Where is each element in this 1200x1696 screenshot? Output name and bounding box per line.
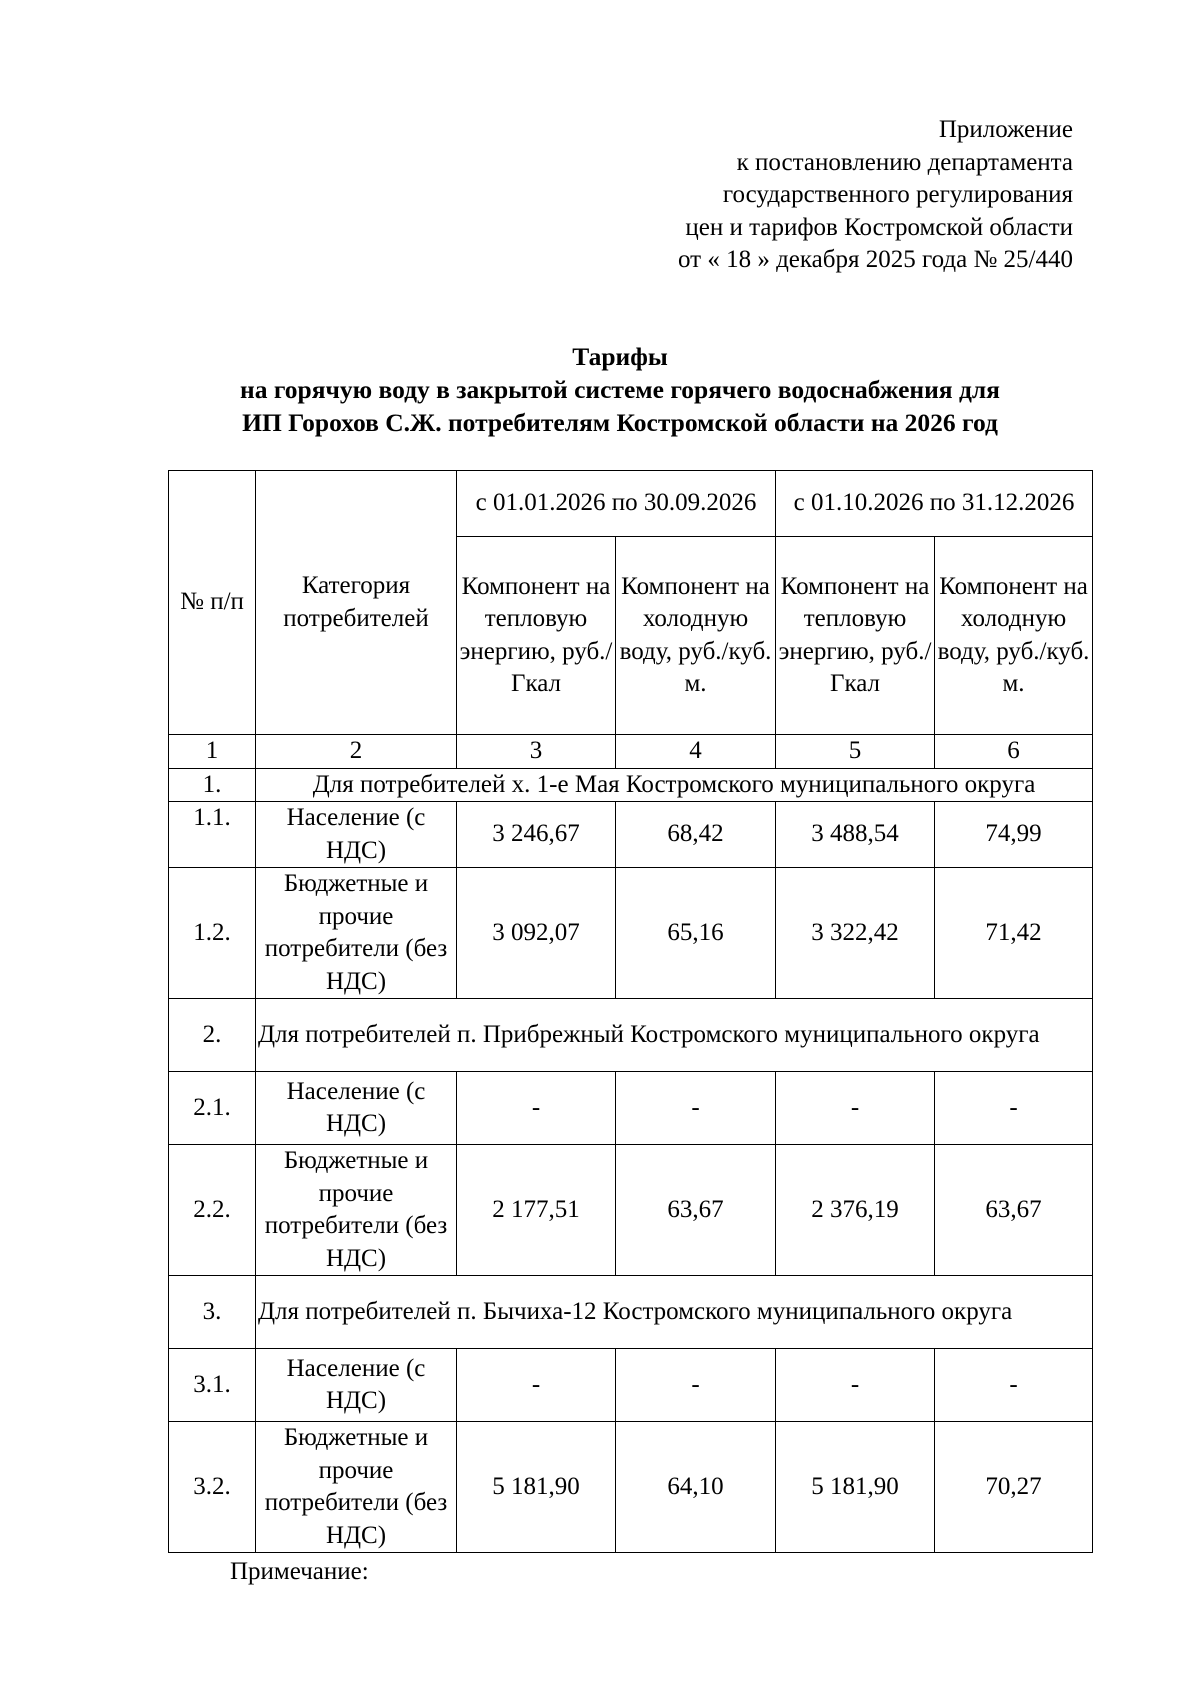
table-row (169, 1422, 1093, 1553)
table-row (169, 802, 1093, 868)
row-category: Бюджетные и прочие потребители (без НДС) (256, 1145, 457, 1276)
header-heat-component: Компонент на тепловую энергию, руб./Гкал (776, 537, 935, 735)
row-category: Население (с НДС) (256, 1072, 457, 1145)
row-category: Бюджетные и прочие потребители (без НДС) (256, 868, 457, 999)
header-period-1: с 01.01.2026 по 30.09.2026 (457, 471, 776, 537)
heat-value-period-1: 2 177,51 (457, 1145, 616, 1276)
cold-value-period-2: 70,27 (935, 1422, 1093, 1553)
header-period-2: с 01.10.2026 по 31.12.2026 (776, 471, 1093, 537)
heat-value-period-2: - (776, 1072, 935, 1145)
table-row (169, 1349, 1093, 1422)
group-num: 3. (169, 1276, 256, 1349)
heat-value-period-1: - (457, 1349, 616, 1422)
row-category: Бюджетные и прочие потребители (без НДС) (256, 1422, 457, 1553)
note-label: Примечание: (230, 1558, 369, 1585)
column-number-row (169, 735, 1093, 769)
header-category: Категория потребителей (256, 471, 457, 735)
group-row (169, 768, 1093, 802)
column-number: 3 (457, 735, 616, 769)
heat-value-period-1: 3 246,67 (457, 802, 616, 868)
cold-value-period-1: 64,10 (616, 1422, 776, 1553)
cold-value-period-1: - (616, 1072, 776, 1145)
title-line: Тарифы (572, 342, 668, 371)
row-num: 3.1. (169, 1349, 256, 1422)
heat-value-period-1: 5 181,90 (457, 1422, 616, 1553)
heat-value-period-2: 5 181,90 (776, 1422, 935, 1553)
cold-value-period-2: - (935, 1349, 1093, 1422)
cold-value-period-2: 74,99 (935, 802, 1093, 868)
heat-value-period-2: 2 376,19 (776, 1145, 935, 1276)
document-title (0, 340, 1200, 439)
group-num: 1. (169, 768, 256, 802)
row-category: Население (с НДС) (256, 1349, 457, 1422)
group-title: Для потребителей п. Прибрежный Костромского муниципального округа (256, 999, 1093, 1072)
heat-value-period-2: 3 322,42 (776, 868, 935, 999)
cold-value-period-2: 63,67 (935, 1145, 1093, 1276)
row-num: 3.2. (169, 1422, 256, 1553)
cold-value-period-1: - (616, 1349, 776, 1422)
header-num: № п/п (169, 471, 256, 735)
column-number: 2 (256, 735, 457, 769)
row-num: 2.1. (169, 1072, 256, 1145)
tariff-table (168, 470, 1093, 1553)
appendix-line: к постановлению департамента (736, 148, 1073, 176)
group-title: Для потребителей п. Бычиха-12 Костромского муниципального округа (256, 1276, 1093, 1349)
title-line: ИП Горохов С.Ж. потребителям Костромской области на 2026 год (242, 408, 998, 437)
row-num: 1.1. (169, 802, 256, 868)
column-number: 1 (169, 735, 256, 769)
table-row (169, 868, 1093, 999)
table-row (169, 1072, 1093, 1145)
appendix-line: цен и тарифов Костромской области (685, 213, 1073, 241)
column-number: 6 (935, 735, 1093, 769)
cold-value-period-1: 65,16 (616, 868, 776, 999)
group-row (169, 999, 1093, 1072)
header-cold-component: Компонент на холодную воду, руб./куб. м. (616, 537, 776, 735)
heat-value-period-1: 3 092,07 (457, 868, 616, 999)
cold-value-period-1: 63,67 (616, 1145, 776, 1276)
heat-value-period-2: 3 488,54 (776, 802, 935, 868)
column-number: 5 (776, 735, 935, 769)
appendix-line: от « 18 » декабря 2025 года № 25/440 (677, 246, 1073, 273)
cold-value-period-1: 68,42 (616, 802, 776, 868)
appendix-line: государственного регулирования (722, 181, 1073, 208)
heat-value-period-2: - (776, 1349, 935, 1422)
heat-value-period-1: - (457, 1072, 616, 1145)
group-title: Для потребителей х. 1-е Мая Костромского муниципального округа (256, 768, 1093, 802)
header-cold-component: Компонент на холодную воду, руб./куб. м. (935, 537, 1093, 735)
appendix-line: Приложение (938, 116, 1073, 143)
column-number: 4 (616, 735, 776, 769)
row-num: 1.2. (169, 868, 256, 999)
group-row (169, 1276, 1093, 1349)
group-num: 2. (169, 999, 256, 1072)
table-row (169, 1145, 1093, 1276)
cold-value-period-2: - (935, 1072, 1093, 1145)
cold-value-period-2: 71,42 (935, 868, 1093, 999)
row-category: Население (с НДС) (256, 802, 457, 868)
appendix-block (678, 114, 1073, 277)
row-num: 2.2. (169, 1145, 256, 1276)
header-heat-component: Компонент на тепловую энергию, руб./Гкал (457, 537, 616, 735)
title-line: на горячую воду в закрытой системе горячего водоснабжения для (240, 375, 1000, 404)
